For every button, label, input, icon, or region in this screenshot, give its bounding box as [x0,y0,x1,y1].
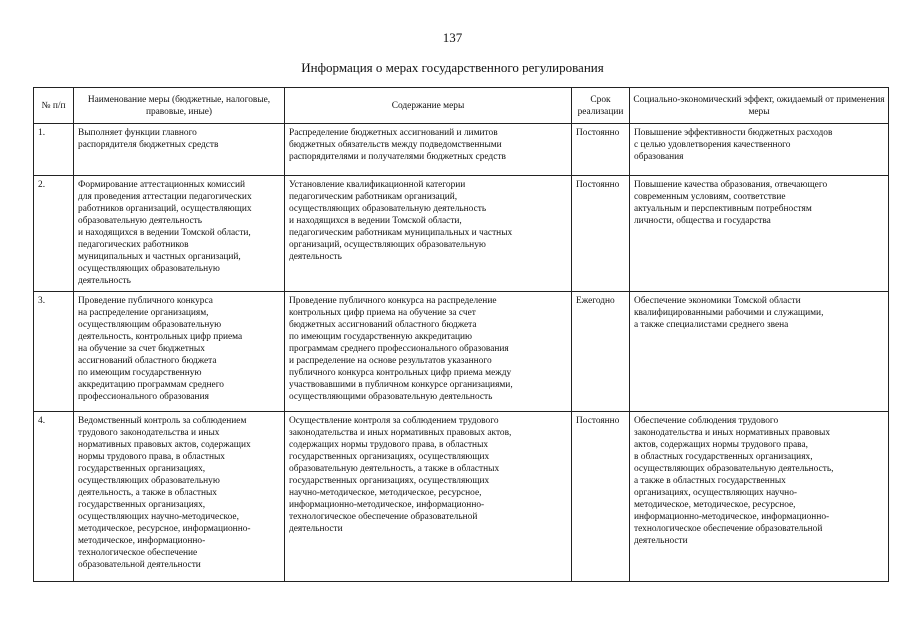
measure-term: Ежегодно [572,292,630,412]
measure-content: Проведение публичного конкурса на распределение контрольных цифр приема на обучение за счет бюджетных ассигнований областного бюджета по имеющим государственную аккредитацию программам среднего профессионального образования и распределение на основе результатов указанного публичного конкурса контрольных цифр приема между участвовавшими в публичном конкурсе организациями, осуществляющими образовательную деятельность [285,292,572,412]
measure-term: Постоянно [572,176,630,292]
page-number: 137 [442,30,463,45]
row-number: 2. [34,176,74,292]
measure-name: Выполняет функции главного распорядителя бюджетных средств [74,124,285,176]
measure-name: Формирование аттестационных комиссий для проведения аттестации педагогических работников организаций, осуществляющих образовательную деятельность и находящихся в ведении Томской области, педагогических работников муниципальных и частных организаций, осуществляющих образовательную деятельность [74,176,285,292]
row-number: 3. [34,292,74,412]
header-effect: Социально-экономический эффект, ожидаемый от применения меры [630,88,889,124]
table-row [34,124,889,176]
measure-effect: Обеспечение соблюдения трудового законодательства и иных нормативных правовых актов, содержащих нормы трудового права, в областных государственных организациях, осуществляющих образовательную деятельность, а также в областных государственных организациях, осуществляющих научно- методическое, методическое, ресурсное, информационно-методическое, информационно- технологическое обеспечение образовательной деятельности [630,412,889,582]
measure-term: Постоянно [572,412,630,582]
measure-effect: Повышение эффективности бюджетных расходов с целью удовлетворения качественного образования [630,124,889,176]
table-header-row [34,88,889,124]
header-measure-content: Содержание меры [285,88,572,124]
measures-table [33,87,889,582]
measure-name: Проведение публичного конкурса на распределение организациям, осуществляющим образовательную деятельность, контрольных цифр приема на обучение за счет бюджетных ассигнований областного бюджета по имеющим государственную аккредитацию программам среднего профессионального образования [74,292,285,412]
document-title: Информация о мерах государственного регулирования [301,60,604,75]
header-measure-name: Наименование меры (бюджетные, налоговые, правовые, иные) [74,88,285,124]
measure-effect: Повышение качества образования, отвечающего современным условиям, соответствие актуальным и перспективным потребностям личности, общества и государства [630,176,889,292]
table-row [34,292,889,412]
header-number: № п/п [34,88,74,124]
table-row [34,412,889,582]
measure-effect: Обеспечение экономики Томской области квалифицированными рабочими и служащими, а также специалистами среднего звена [630,292,889,412]
table-row [34,176,889,292]
row-number: 1. [34,124,74,176]
measure-name: Ведомственный контроль за соблюдением трудового законодательства и иных нормативных правовых актов, содержащих нормы трудового права, в областных государственных организациях, осуществляющих образовательную деятельность, а также в областных государственных организациях, осуществляющих научно-методическое, методическое, ресурсное, информационно- методическое, информационно- технологическое обеспечение образовательной деятельности [74,412,285,582]
measure-content: Осуществление контроля за соблюдением трудового законодательства и иных нормативных правовых актов, содержащих нормы трудового права, в областных государственных организациях, осуществляющих образовательную деятельность, а также в областных государственных организациях, осуществляющих научно-методическое, методическое, ресурсное, информационно-методическое, информационно- технологическое обеспечение образовательной деятельности [285,412,572,582]
measure-content: Распределение бюджетных ассигнований и лимитов бюджетных обязательств между подведомственными распорядителями и получателями бюджетных средств [285,124,572,176]
measure-term: Постоянно [572,124,630,176]
header-term: Срок реализации [572,88,630,124]
row-number: 4. [34,412,74,582]
measure-content: Установление квалификационной категории педагогическим работникам организаций, осуществляющих образовательную деятельность и находящихся в ведении Томской области, педагогическим работникам муниципальных и частных организаций, осуществляющих образовательную деятельность [285,176,572,292]
